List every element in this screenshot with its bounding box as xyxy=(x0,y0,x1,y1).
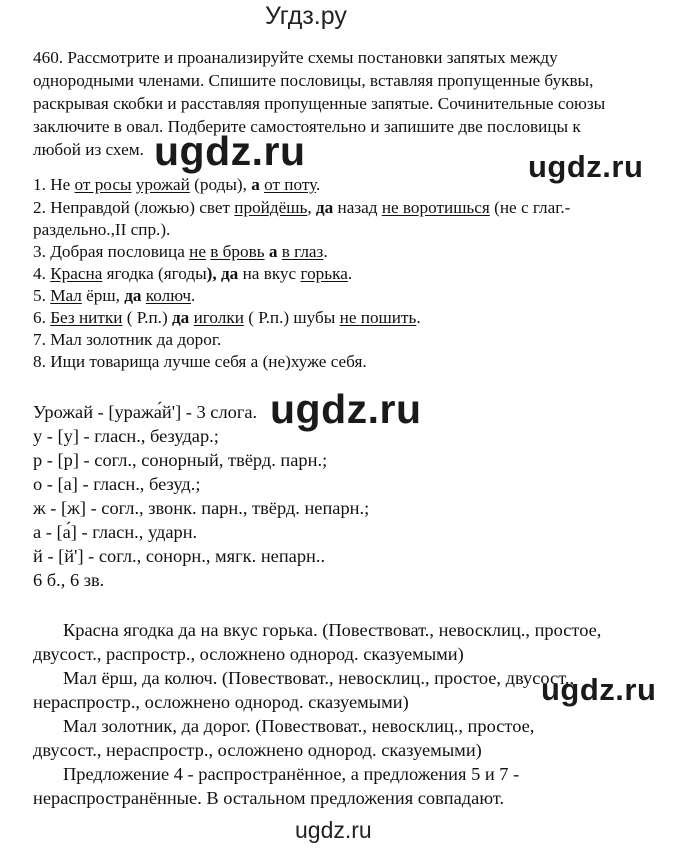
phonetic-line: Урожай - [уража́й'] - 3 слога. xyxy=(33,402,258,422)
proverb-6 xyxy=(33,307,421,329)
proverb-8: 8. Ищи товарища лучше себя а (не)хуже себя. xyxy=(33,352,367,371)
phonetic-line: 6 б., 6 зв. xyxy=(33,570,105,590)
task-line: однородными членами. Спишите пословицы, вставляя пропущенные буквы, xyxy=(33,71,594,90)
watermark: ugdz.ru xyxy=(541,672,657,707)
task-line: раскрывая скобки и расставляя пропущенные запятые. Сочинительные союзы xyxy=(33,94,606,113)
text: . xyxy=(416,308,421,327)
text: 4. xyxy=(33,264,51,283)
text: 1. Не xyxy=(33,175,75,194)
phonetic-line: й - [й'] - согл., сонорн., мягк. непарн.. xyxy=(33,546,326,566)
conjunction: да xyxy=(315,198,334,217)
text: 5. xyxy=(33,286,51,305)
watermark: ugdz.ru xyxy=(154,128,306,174)
underlined-text: Красна xyxy=(50,264,103,283)
underlined-text: Мал xyxy=(50,286,82,305)
text: ёрш, xyxy=(81,286,125,305)
phonetic-line: о - [а] - гласн., безуд.; xyxy=(33,474,201,494)
proverb-2-continuation: раздельно.,II спр.). xyxy=(33,220,171,239)
proverb-3 xyxy=(33,241,328,263)
proverb-2 xyxy=(33,197,570,219)
text: . xyxy=(191,286,196,305)
text: на вкус xyxy=(238,264,301,283)
underlined-text: не xyxy=(189,242,206,261)
analysis-line: Мал золотник, да дорог. (Повествоват., невосклиц., простое, xyxy=(63,716,535,736)
proverb-7: 7. Мал золотник да дорог. xyxy=(33,330,222,349)
site-header: Угдз.ру xyxy=(265,2,347,30)
text: 2. Неправдой (ложью) свет xyxy=(33,198,235,217)
underlined-text: от росы xyxy=(74,175,132,194)
phonetic-line: у - [у] - гласн., безудар.; xyxy=(33,426,219,446)
text: ( Р.п.) шубы xyxy=(243,308,340,327)
phonetic-line: р - [р] - согл., сонорный, твёрд. парн.; xyxy=(33,450,328,470)
text: . xyxy=(347,264,353,283)
phonetic-line: а - [а́] - гласн., ударн. xyxy=(33,522,198,542)
text: . xyxy=(315,175,321,194)
proverb-4 xyxy=(33,263,352,285)
underlined-text: не пошить xyxy=(339,308,417,327)
conjunction: да xyxy=(124,286,142,305)
analysis-line: двусост., распростр., осложнено однород. сказуемыми) xyxy=(33,644,464,664)
text: (не с глаг.- xyxy=(489,198,571,217)
text: 3. Добрая пословица xyxy=(33,242,190,261)
text: 6. xyxy=(33,308,51,327)
text: , xyxy=(307,198,316,217)
text: назад xyxy=(333,198,382,217)
analysis-line: Мал ёрш, да колюч. (Повествоват., невосклиц., простое, двусост., xyxy=(63,668,575,688)
conjunction: ), да xyxy=(206,264,239,283)
analysis-line: двусост., нераспростр., осложнено однород. сказуемыми) xyxy=(33,740,482,760)
underlined-text: горька xyxy=(300,264,348,283)
underlined-text: в глаз xyxy=(281,242,324,261)
underlined-text: урожай xyxy=(135,175,190,194)
proverb-1 xyxy=(33,174,320,196)
text: (роды), xyxy=(189,175,252,194)
analysis-line: нераспростр., осложнено однород. сказуемыми) xyxy=(33,692,409,712)
task-line: 460. Рассмотрите и проанализируйте схемы постановки запятых между xyxy=(33,48,558,67)
conjunction: а xyxy=(268,242,278,261)
underlined-text: иголки xyxy=(193,308,244,327)
underlined-text: Без нитки xyxy=(50,308,123,327)
conjunction: а xyxy=(251,175,260,194)
analysis-line: нераспространённые. В остальном предложения совпадают. xyxy=(33,788,505,808)
conjunction: да xyxy=(171,308,190,327)
task-line: любой из схем. xyxy=(33,140,144,159)
proverb-5 xyxy=(33,285,195,307)
text: ягодка (ягоды xyxy=(102,264,207,283)
watermark: ugdz.ru xyxy=(270,386,422,432)
analysis-line: Красна ягодка да на вкус горька. (Повествоват., невосклиц., простое, xyxy=(63,620,602,640)
task-line: заключите в овал. Подберите самостоятельно и запишите две пословицы к xyxy=(33,117,581,136)
underlined-text: в бровь xyxy=(210,242,265,261)
underlined-text: пройдёшь xyxy=(234,198,308,217)
analysis-line: Предложение 4 - распространённое, а предложения 5 и 7 - xyxy=(63,764,520,784)
site-footer: ugdz.ru xyxy=(295,817,372,843)
underlined-text: колюч xyxy=(145,286,192,305)
underlined-text: от поту xyxy=(264,175,316,194)
text: ( Р.п.) xyxy=(122,308,172,327)
text: . xyxy=(323,242,328,261)
watermark: ugdz.ru xyxy=(528,149,644,184)
phonetic-line: ж - [ж] - согл., звонк. парн., твёрд. непарн.; xyxy=(33,498,370,518)
underlined-text: не воротишься xyxy=(381,198,490,217)
